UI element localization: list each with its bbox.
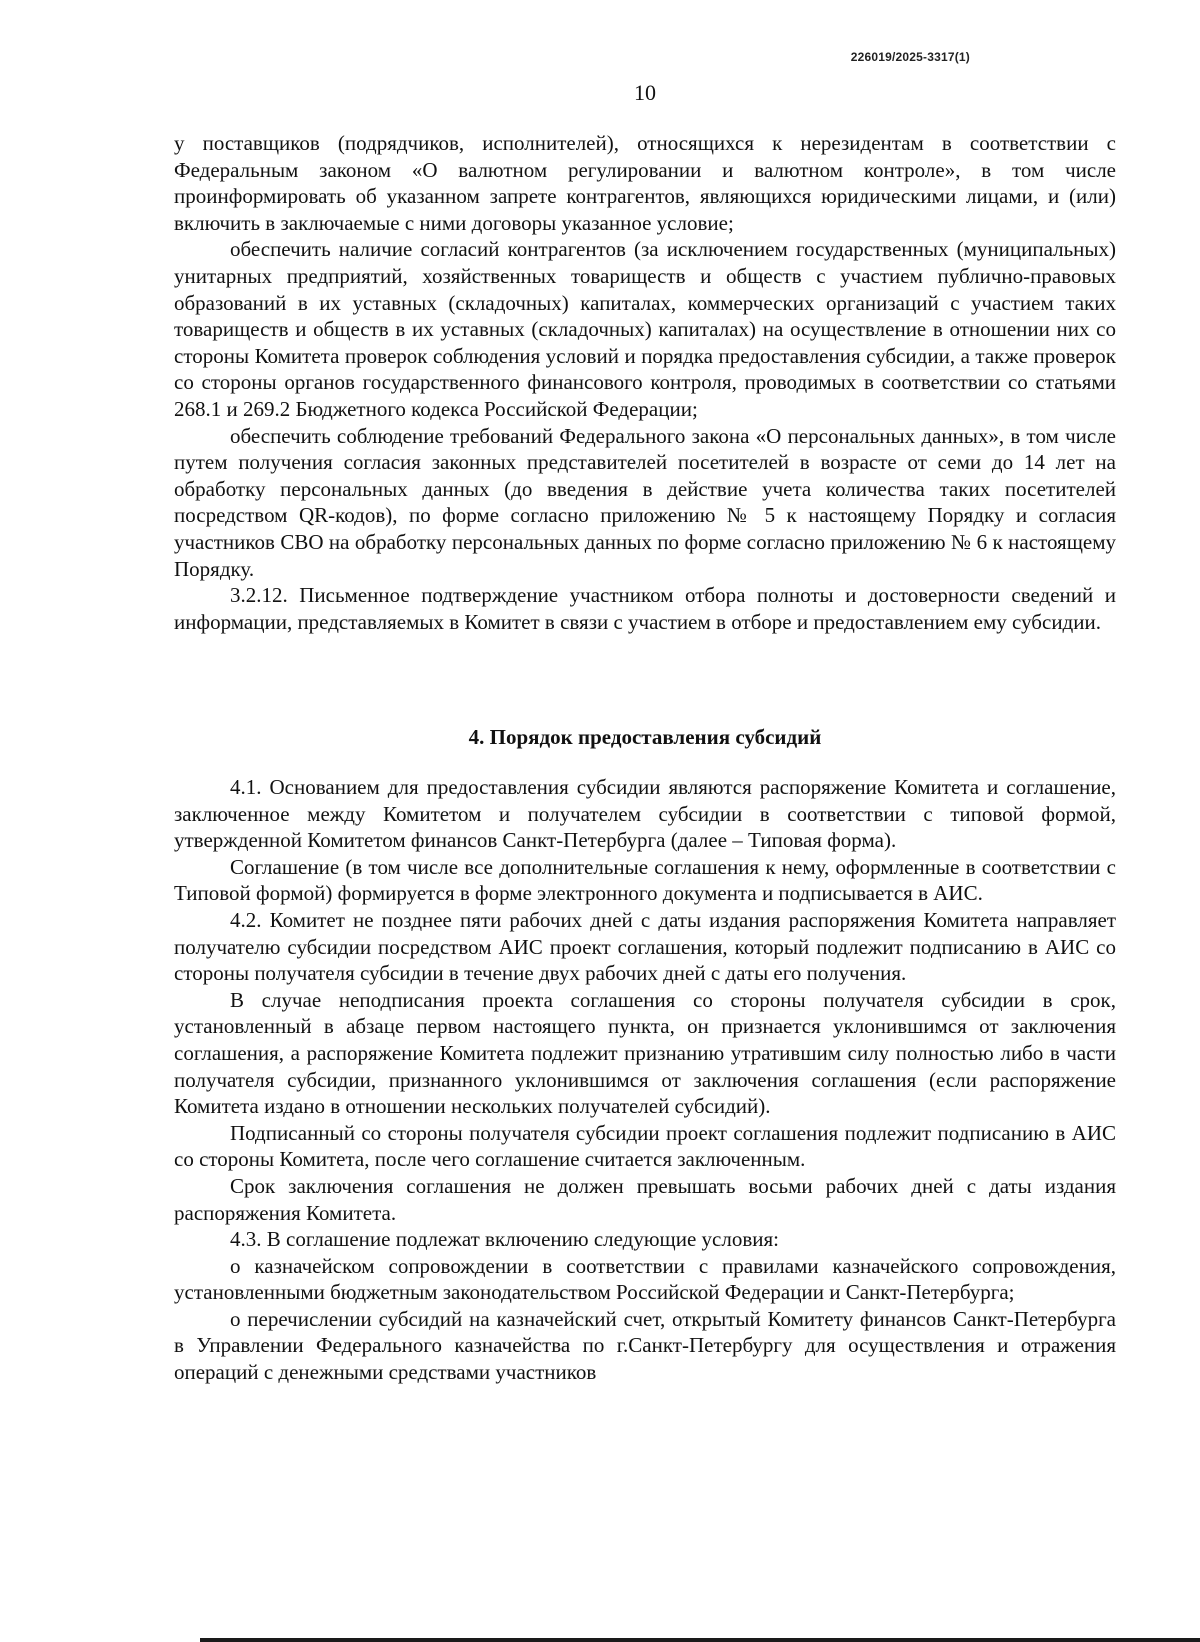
paragraph-continuation: у поставщиков (подрядчиков, исполнителей), относящихся к нерезидентам в соответствии с Федеральным законом «О валютном регулировании и валютном контроле», в том числе проинформировать об указанном запрете контрагентов, являющихся юридическими лицами, и (или) включить в заключаемые с ними договоры указанное условие;	[174, 131, 1116, 235]
paragraph-contractor-consents: обеспечить наличие согласий контрагентов (за исключением государственных (муниципальных) унитарных предприятий, хозяйственных товариществ и обществ с участием публично-правовых образований в их уставных (складочных) капиталах, коммерческих организаций с участием таких товариществ и обществ в их уставных (складочных) капиталах) на осуществление в отношении них со стороны Комитета проверок соблюдения условий и порядка предоставления субсидии, а также проверок со стороны органов государственного финансового контроля, проводимых в соответствии со статьями 268.1 и 269.2 Бюджетного кодекса Российской Федерации;	[174, 237, 1116, 421]
paragraph-treasury-support: о казначейском сопровождении в соответствии с правилами казначейского сопровождения, установленными бюджетным законодательством Российской Федерации и Санкт-Петербурга;	[174, 1253, 1116, 1305]
document-registration-number: 226019/2025-3317(1)	[850, 50, 970, 64]
paragraph-agreement-electronic: Соглашение (в том числе все дополнительные соглашения к нему, оформленные в соответствии с Типовой формой) формируется в форме электронного документа и подписывается в АИС.	[174, 854, 1116, 906]
paragraph-treasury-account: о перечислении субсидий на казначейский счет, открытый Комитету финансов Санкт-Петербурга в Управлении Федерального казначейства по г.Санкт-Петербургу для осуществления и отражения операций с денежными средствами участников	[174, 1306, 1116, 1385]
paragraph-clause-4-2: 4.2. Комитет не позднее пяти рабочих дней с даты издания распоряжения Комитета направляет получателю субсидии посредством АИС проект соглашения, который подлежит подписанию в АИС со стороны получателя субсидии в течение двух рабочих дней с даты его получения.	[174, 907, 1116, 986]
paragraph-personal-data: обеспечить соблюдение требований Федерального закона «О персональных данных», в том числе путем получения согласия законных представителей посетителей в возрасте от семи до 14 лет на обработку персональных данных (до введения в действие учета количества таких посетителей посредством QR-кодов), по форме согласно приложению № 5 к настоящему Порядку и согласия участников СВО на обработку персональных данных по форме согласно приложению № 6 к настоящему Порядку.	[174, 423, 1116, 581]
paragraph-signed-agreement: Подписанный со стороны получателя субсидии проект соглашения подлежит подписанию в АИС со стороны Комитета, после чего соглашение считается заключенным.	[174, 1120, 1116, 1172]
paragraph-clause-3-2-12: 3.2.12. Письменное подтверждение участником отбора полноты и достоверности сведений и информации, представляемых в Комитет в связи с участием в отборе и предоставлением ему субсидии.	[174, 583, 1116, 634]
section-4-body	[174, 774, 1116, 1386]
continued-section-text	[174, 130, 1116, 635]
paragraph-non-signing: В случае неподписания проекта соглашения со стороны получателя субсидии в срок, установленный в абзаце первом настоящего пункта, он признается уклонившимся от заключения соглашения, а распоряжение Комитета подлежит признанию утратившим силу полностью либо в части получателя субсидии, признанного уклонившимся от заключения соглашения (если распоряжение Комитета издано в отношении нескольких получателей субсидий).	[174, 987, 1116, 1119]
paragraph-clause-4-1: 4.1. Основанием для предоставления субсидии являются распоряжение Комитета и соглашение, заключенное между Комитетом и получателем субсидии в соответствии с типовой формой, утвержденной Комитетом финансов Санкт-Петербурга (далее – Типовая форма).	[174, 775, 1116, 853]
section-4-heading: 4. Порядок предоставления субсидий	[468, 725, 822, 749]
paragraph-clause-4-3: 4.3. В соглашение подлежат включению следующие условия:	[230, 1227, 779, 1252]
page-number: 10	[634, 80, 656, 105]
paragraph-agreement-term: Срок заключения соглашения не должен превышать восьми рабочих дней с даты издания распоряжения Комитета.	[174, 1173, 1116, 1225]
scan-edge-line	[200, 1638, 1200, 1642]
